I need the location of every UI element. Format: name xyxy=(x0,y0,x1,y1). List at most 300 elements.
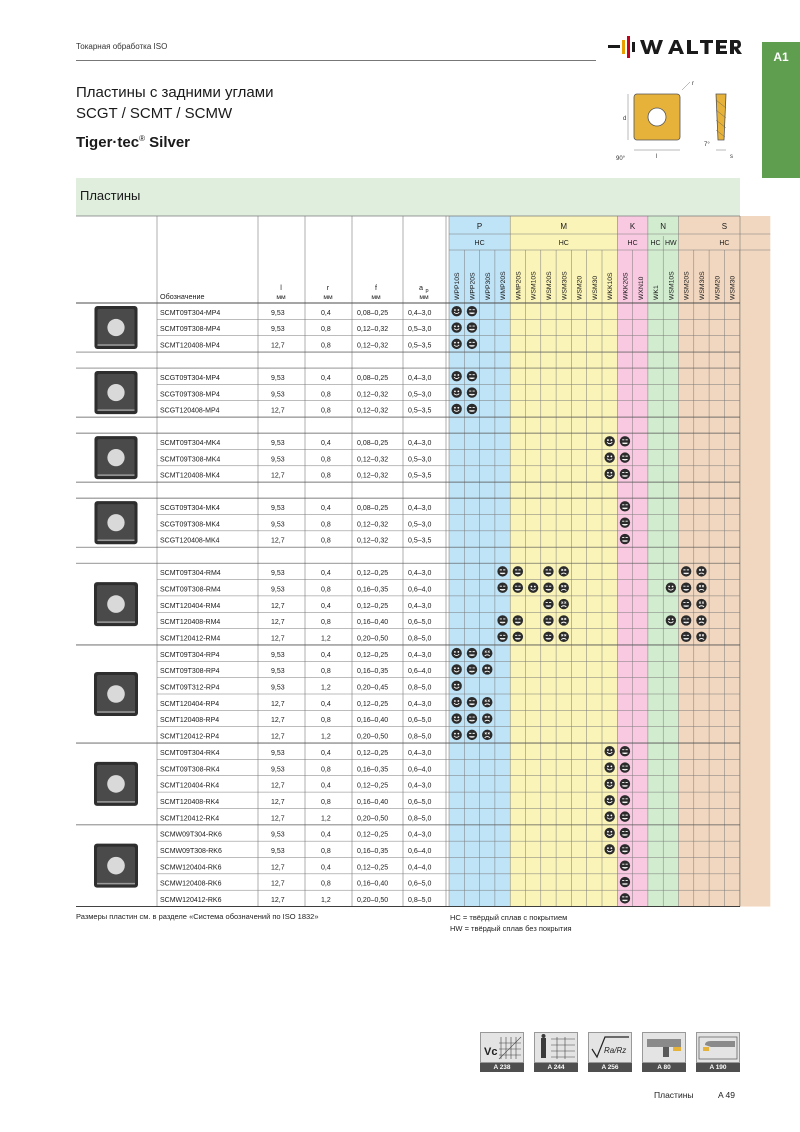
icon-disc xyxy=(620,828,630,838)
dim-l-cell: 12,7 xyxy=(271,537,285,545)
designation-cell: SCMT09T308-RM4 xyxy=(160,586,221,594)
dim-ap-cell: 0,4–3,0 xyxy=(408,782,432,790)
icon-disc xyxy=(620,517,630,527)
ref-label: A 244 xyxy=(534,1063,578,1072)
additional-application-icon xyxy=(681,583,691,593)
icon-disc xyxy=(620,501,630,511)
icon-disc xyxy=(543,566,553,576)
icon-eye xyxy=(457,700,459,702)
ref-info[interactable] xyxy=(534,1032,578,1072)
dim-ap-cell: 0,8–5,0 xyxy=(408,684,432,692)
dim-ap-cell: 0,4–3,0 xyxy=(408,831,432,839)
main-application-icon xyxy=(604,828,614,838)
dim-unit: мм xyxy=(371,294,381,301)
registered-mark: ® xyxy=(139,134,145,143)
icon-eye xyxy=(457,407,459,409)
dim-ap-cell: 0,6–4,0 xyxy=(408,586,432,594)
icon-disc xyxy=(620,795,630,805)
dim-f-cell: 0,08–0,25 xyxy=(357,309,389,317)
material-group-letter: P xyxy=(476,222,483,231)
dim-f-cell: 0,08–0,25 xyxy=(357,505,389,512)
main-application-icon xyxy=(604,779,614,789)
designation-cell: SCMW09T308-RK6 xyxy=(160,848,222,855)
info-icon xyxy=(534,1032,578,1063)
icon-disc xyxy=(696,566,706,576)
insert-photo xyxy=(94,501,137,544)
dim-r-cell: 0,8 xyxy=(321,342,331,350)
icon-eye xyxy=(607,831,609,833)
dim-ap-cell: 0,5–3,5 xyxy=(408,342,432,350)
dim-f-cell: 0,16–0,40 xyxy=(357,717,389,725)
dim-r-cell: 0,4 xyxy=(321,831,331,839)
dim-f-cell: 0,08–0,25 xyxy=(357,439,389,447)
grade-name: WPP10S xyxy=(454,272,462,300)
icon-disc xyxy=(467,387,477,397)
icon-disc xyxy=(513,583,523,593)
limited-application-icon xyxy=(696,583,706,593)
icon-eye xyxy=(610,815,612,817)
icon-disc xyxy=(467,306,477,316)
dim-l-cell: 9,53 xyxy=(271,521,285,529)
dim-r-cell: 1,2 xyxy=(321,815,331,823)
material-group-letter: M xyxy=(560,222,568,231)
dim-ap-cell: 0,4–3,0 xyxy=(408,651,432,659)
limited-application-icon xyxy=(482,697,492,707)
icon-disc xyxy=(604,844,614,854)
insert-photo xyxy=(94,582,138,626)
icon-eye xyxy=(457,374,459,376)
dim-ap-cell: 0,4–3,0 xyxy=(408,700,432,708)
dim-f-cell: 0,20–0,45 xyxy=(357,684,389,692)
additional-application-icon xyxy=(620,452,630,462)
dim-r-cell: 0,4 xyxy=(321,309,331,317)
icon-disc xyxy=(467,339,477,349)
coating-label: HC xyxy=(627,240,638,247)
icon-disc xyxy=(497,632,507,642)
additional-application-icon xyxy=(620,779,630,789)
additional-application-icon xyxy=(497,615,507,625)
grade-name: WMP20S xyxy=(500,271,508,300)
grade-name: WKK20S xyxy=(622,272,630,300)
dim-ap-cell: 0,6–4,0 xyxy=(408,766,432,774)
dim-r-cell: 0,8 xyxy=(321,326,331,334)
dim-ap-cell: 0,6–4,0 xyxy=(408,848,432,855)
icon-eye xyxy=(454,667,456,669)
grade-name: WSM30S xyxy=(698,271,706,300)
icon-disc xyxy=(620,452,630,462)
icon-eye xyxy=(607,847,609,849)
dim-l-cell: 9,53 xyxy=(271,651,285,659)
icon-eye xyxy=(610,798,612,800)
additional-application-icon xyxy=(620,860,630,870)
icon-disc xyxy=(513,615,523,625)
limited-application-icon xyxy=(696,615,706,625)
grade-name: WK1 xyxy=(653,285,661,300)
main-application-icon xyxy=(604,469,614,479)
dim-f-cell: 0,20–0,50 xyxy=(357,635,389,643)
dim-unit: мм xyxy=(323,294,333,301)
additional-application-icon xyxy=(681,632,691,642)
main-application-icon xyxy=(451,387,461,397)
icon-disc xyxy=(451,387,461,397)
icon-disc xyxy=(666,615,676,625)
designation-cell: SCMT120404-RK4 xyxy=(160,782,220,790)
ref-roughness[interactable] xyxy=(588,1032,632,1072)
icon-eye xyxy=(610,765,612,767)
main-application-icon xyxy=(604,762,614,772)
dim-f-cell: 0,20–0,50 xyxy=(357,897,389,905)
svg-text:Vc: Vc xyxy=(484,1046,498,1058)
dim-ap-cell: 0,5–3,0 xyxy=(408,456,432,464)
ref-label: A 80 xyxy=(642,1063,686,1072)
icon-disc xyxy=(482,697,492,707)
diagram-label-r: r xyxy=(692,81,694,87)
additional-application-icon xyxy=(620,762,630,772)
designation-cell: SCMT09T308-MP4 xyxy=(160,326,221,334)
icon-disc xyxy=(451,322,461,332)
dim-l-cell: 9,53 xyxy=(271,570,285,578)
icon-eye xyxy=(531,586,533,588)
limited-application-icon xyxy=(559,583,569,593)
additional-application-icon xyxy=(467,713,477,723)
icon-disc xyxy=(620,860,630,870)
designation-cell: SCMT120408-RK4 xyxy=(160,798,220,806)
icon-eye xyxy=(454,733,456,735)
additional-application-icon xyxy=(513,566,523,576)
dim-ap-cell: 0,6–4,0 xyxy=(408,668,432,676)
icon-disc xyxy=(467,404,477,414)
material-group-letter: S xyxy=(721,222,728,231)
icon-disc xyxy=(497,566,507,576)
dim-f-cell: 0,20–0,50 xyxy=(357,815,389,823)
designation-cell: SCMT120408-RP4 xyxy=(160,717,220,725)
limited-application-icon xyxy=(559,615,569,625)
icon-disc xyxy=(604,469,614,479)
dim-l-cell: 9,53 xyxy=(271,391,285,399)
dim-symbol-ap-sub: p xyxy=(425,288,429,294)
cutting-data-icon xyxy=(480,1032,524,1063)
dim-ap-cell: 0,5–3,5 xyxy=(408,472,432,480)
dim-r-cell: 0,4 xyxy=(321,864,331,872)
additional-application-icon xyxy=(681,566,691,576)
grade-name: WXN10 xyxy=(637,276,645,300)
dim-r-cell: 0,4 xyxy=(321,374,331,382)
dim-r-cell: 1,2 xyxy=(321,897,331,905)
main-application-icon xyxy=(451,404,461,414)
icon-disc xyxy=(451,664,461,674)
icon-disc xyxy=(604,795,614,805)
dim-r-cell: 0,8 xyxy=(321,848,331,855)
designation-cell: SCMT09T304-RM4 xyxy=(160,570,221,578)
icon-disc xyxy=(559,583,569,593)
dim-f-cell: 0,16–0,35 xyxy=(357,848,389,855)
main-application-icon xyxy=(451,371,461,381)
dim-l-cell: 9,53 xyxy=(271,668,285,676)
icon-disc xyxy=(681,583,691,593)
insert-hole xyxy=(107,857,125,875)
dim-f-cell: 0,12–0,25 xyxy=(357,864,389,872)
dim-f-cell: 0,12–0,25 xyxy=(357,700,389,708)
designation-cell: SCMT120412-RK4 xyxy=(160,815,220,823)
dim-f-cell: 0,12–0,32 xyxy=(357,537,389,545)
icon-disc xyxy=(620,893,630,903)
dim-r-cell: 0,8 xyxy=(321,407,331,415)
ref-label: A 256 xyxy=(588,1063,632,1072)
icon-eye xyxy=(610,831,612,833)
additional-application-icon xyxy=(620,877,630,887)
insert-hole xyxy=(107,449,124,466)
dim-l-cell: 12,7 xyxy=(271,407,285,415)
additional-application-icon xyxy=(513,632,523,642)
dim-r-cell: 0,4 xyxy=(321,602,331,610)
dim-ap-cell: 0,5–3,5 xyxy=(408,537,432,545)
ref-label: A 238 xyxy=(480,1063,524,1072)
icon-eye xyxy=(668,586,670,588)
main-application-icon xyxy=(666,615,676,625)
icon-disc xyxy=(666,583,676,593)
additional-application-icon xyxy=(620,844,630,854)
main-application-icon xyxy=(451,681,461,691)
additional-application-icon xyxy=(620,795,630,805)
dim-f-cell: 0,12–0,32 xyxy=(357,407,389,415)
designation-cell: SCMW120404-RK6 xyxy=(160,864,222,872)
additional-application-icon xyxy=(620,436,630,446)
icon-disc xyxy=(543,615,553,625)
designation-cell: SCMT09T304-RP4 xyxy=(160,651,220,659)
dim-ap-cell: 0,5–3,0 xyxy=(408,326,432,334)
dim-ap-cell: 0,8–5,0 xyxy=(408,815,432,823)
dim-ap-cell: 0,4–3,0 xyxy=(408,602,432,610)
dim-l-cell: 12,7 xyxy=(271,635,285,643)
designation-cell: SCMT120412-RP4 xyxy=(160,733,220,741)
dim-ap-cell: 0,4–4,0 xyxy=(408,864,432,872)
designation-cell: SCMT09T308-RP4 xyxy=(160,668,220,676)
dim-l-cell: 9,53 xyxy=(271,456,285,464)
dim-r-cell: 0,8 xyxy=(321,537,331,545)
icon-eye xyxy=(457,651,459,653)
insert-photo xyxy=(94,371,137,414)
dim-l-cell: 9,53 xyxy=(271,831,285,839)
boring-bar-icon xyxy=(696,1032,740,1063)
diagram-label-angle7: 7° xyxy=(704,142,710,148)
additional-application-icon xyxy=(620,501,630,511)
dim-f-cell: 0,12–0,32 xyxy=(357,521,389,529)
dim-f-cell: 0,12–0,25 xyxy=(357,831,389,839)
icon-disc xyxy=(620,877,630,887)
footer-section: Пластины xyxy=(654,1090,694,1100)
main-application-icon xyxy=(604,452,614,462)
icon-eye xyxy=(454,309,456,311)
icon-eye xyxy=(534,586,536,588)
icon-eye xyxy=(454,342,456,344)
icon-disc xyxy=(467,730,477,740)
grade-name: WPP30S xyxy=(484,272,492,300)
dim-r-cell: 0,4 xyxy=(321,782,331,790)
footnote-hc: HC = твёрдый сплав с покрытием xyxy=(450,913,568,922)
diagram-label-l: l xyxy=(656,154,658,160)
icon-eye xyxy=(607,749,609,751)
ref-cutting-data[interactable] xyxy=(480,1032,524,1072)
dim-l-cell: 12,7 xyxy=(271,717,285,725)
icon-disc xyxy=(482,664,492,674)
dim-ap-cell: 0,6–5,0 xyxy=(408,798,432,806)
icon-disc xyxy=(620,844,630,854)
icon-eye xyxy=(457,684,459,686)
main-application-icon xyxy=(666,583,676,593)
dim-f-cell: 0,12–0,32 xyxy=(357,391,389,399)
dim-f-cell: 0,12–0,32 xyxy=(357,326,389,334)
tool-holder-icon xyxy=(642,1032,686,1063)
dim-l-cell: 12,7 xyxy=(271,342,285,350)
icon-disc xyxy=(696,599,706,609)
icon-disc xyxy=(543,599,553,609)
icon-eye xyxy=(457,325,459,327)
icon-disc xyxy=(497,583,507,593)
diagram-label-s: s xyxy=(730,154,733,160)
additional-application-icon xyxy=(497,583,507,593)
designation-cell: SCGT09T308-MP4 xyxy=(160,391,220,399)
icon-eye xyxy=(607,782,609,784)
insert-photo xyxy=(94,306,137,349)
icon-disc xyxy=(467,697,477,707)
limited-application-icon xyxy=(696,599,706,609)
grade-name: WSM20 xyxy=(576,275,584,300)
dim-l-cell: 9,53 xyxy=(271,586,285,594)
dim-r-cell: 0,8 xyxy=(321,456,331,464)
diagram-label-d: d xyxy=(623,116,627,122)
main-application-icon xyxy=(451,664,461,674)
dim-l-cell: 12,7 xyxy=(271,472,285,480)
icon-eye xyxy=(454,390,456,392)
ref-boring-bar[interactable] xyxy=(696,1032,740,1072)
additional-application-icon xyxy=(513,583,523,593)
additional-application-icon xyxy=(543,599,553,609)
icon-disc xyxy=(482,713,492,723)
designation-cell: SCMT120408-MK4 xyxy=(160,472,220,480)
icon-eye xyxy=(672,618,674,620)
designation-cell: SCMW09T304-RK6 xyxy=(160,831,222,839)
dim-ap-cell: 0,4–3,0 xyxy=(408,570,432,578)
icon-eye xyxy=(454,325,456,327)
icon-disc xyxy=(620,469,630,479)
icon-eye xyxy=(610,847,612,849)
grade-name: WSM20S xyxy=(683,271,691,300)
dim-ap-cell: 0,8–5,0 xyxy=(408,733,432,741)
dim-unit: мм xyxy=(276,294,286,301)
dim-ap-cell: 0,6–5,0 xyxy=(408,880,432,888)
coating-label: HW xyxy=(665,240,677,247)
grade-name: WSM20S xyxy=(545,271,553,300)
insert-photo xyxy=(94,844,138,888)
main-application-icon xyxy=(451,339,461,349)
icon-disc xyxy=(451,404,461,414)
additional-application-icon xyxy=(467,306,477,316)
dim-f-cell: 0,16–0,35 xyxy=(357,586,389,594)
icon-eye xyxy=(457,309,459,311)
designation-cell: SCMT09T304-RK4 xyxy=(160,749,220,757)
dim-l-cell: 9,53 xyxy=(271,766,285,774)
grade-name: WSM30S xyxy=(561,271,569,300)
icon-disc xyxy=(543,583,553,593)
dim-unit: мм xyxy=(419,294,429,301)
dim-r-cell: 1,2 xyxy=(321,684,331,692)
insert-hole xyxy=(107,775,125,793)
svg-text:Ra/Rz: Ra/Rz xyxy=(604,1046,627,1055)
dim-r-cell: 0,8 xyxy=(321,880,331,888)
limited-application-icon xyxy=(559,632,569,642)
dim-f-cell: 0,12–0,32 xyxy=(357,342,389,350)
additional-application-icon xyxy=(467,730,477,740)
coating-label: HC xyxy=(650,240,661,247)
additional-application-icon xyxy=(467,648,477,658)
grade-suffix: Silver xyxy=(144,134,191,151)
dim-l-cell: 9,53 xyxy=(271,374,285,382)
dim-l-cell: 12,7 xyxy=(271,733,285,741)
designation-cell: SCMT120408-RM4 xyxy=(160,619,221,627)
dim-r-cell: 0,8 xyxy=(321,668,331,676)
additional-application-icon xyxy=(467,322,477,332)
icon-disc xyxy=(467,322,477,332)
designation-cell: SCMT09T312-RP4 xyxy=(160,684,220,692)
additional-application-icon xyxy=(543,566,553,576)
main-application-icon xyxy=(604,844,614,854)
designation-cell: SCMT09T308-RK4 xyxy=(160,766,220,774)
material-group-letter: N xyxy=(660,222,667,231)
designation-cell: SCMT09T304-MK4 xyxy=(160,439,221,447)
coating-label: HC xyxy=(558,240,569,247)
icon-disc xyxy=(696,583,706,593)
dim-l-cell: 12,7 xyxy=(271,897,285,905)
additional-application-icon xyxy=(620,469,630,479)
dim-ap-cell: 0,4–3,0 xyxy=(408,749,432,757)
dim-symbol: f xyxy=(375,283,377,292)
icon-disc xyxy=(681,566,691,576)
designation-cell: SCMT120404-RP4 xyxy=(160,700,220,708)
icon-eye xyxy=(454,651,456,653)
icon-eye xyxy=(610,456,612,458)
designation-cell: SCMT120412-RM4 xyxy=(160,635,221,643)
designation-cell: SCMT09T308-MK4 xyxy=(160,456,221,464)
icon-disc xyxy=(681,615,691,625)
dim-f-cell: 0,12–0,25 xyxy=(357,570,389,578)
section-running-title: Токарная обработка ISO xyxy=(76,42,168,51)
dim-r-cell: 0,8 xyxy=(321,619,331,627)
icon-eye xyxy=(457,342,459,344)
dim-l-cell: 12,7 xyxy=(271,602,285,610)
icon-eye xyxy=(457,390,459,392)
insert-photo xyxy=(94,436,137,479)
footnote-hw: HW = твёрдый сплав без покрытия xyxy=(450,924,572,933)
dim-l-cell: 9,53 xyxy=(271,439,285,447)
dim-f-cell: 0,16–0,35 xyxy=(357,766,389,774)
chapter-tab: A1 xyxy=(762,42,800,178)
dim-l-cell: 12,7 xyxy=(271,619,285,627)
limited-application-icon xyxy=(482,664,492,674)
additional-application-icon xyxy=(620,534,630,544)
icon-disc xyxy=(451,371,461,381)
dim-l-cell: 9,53 xyxy=(271,684,285,692)
icon-eye xyxy=(672,586,674,588)
grade-name: WPP20S xyxy=(469,272,477,300)
dim-ap-cell: 0,5–3,0 xyxy=(408,391,432,399)
icon-disc xyxy=(451,730,461,740)
additional-application-icon xyxy=(543,583,553,593)
ref-tool-holder[interactable] xyxy=(642,1032,686,1072)
additional-application-icon xyxy=(497,632,507,642)
icon-disc xyxy=(620,534,630,544)
dim-ap-cell: 0,4–3,0 xyxy=(408,505,432,512)
dim-l-cell: 12,7 xyxy=(271,700,285,708)
